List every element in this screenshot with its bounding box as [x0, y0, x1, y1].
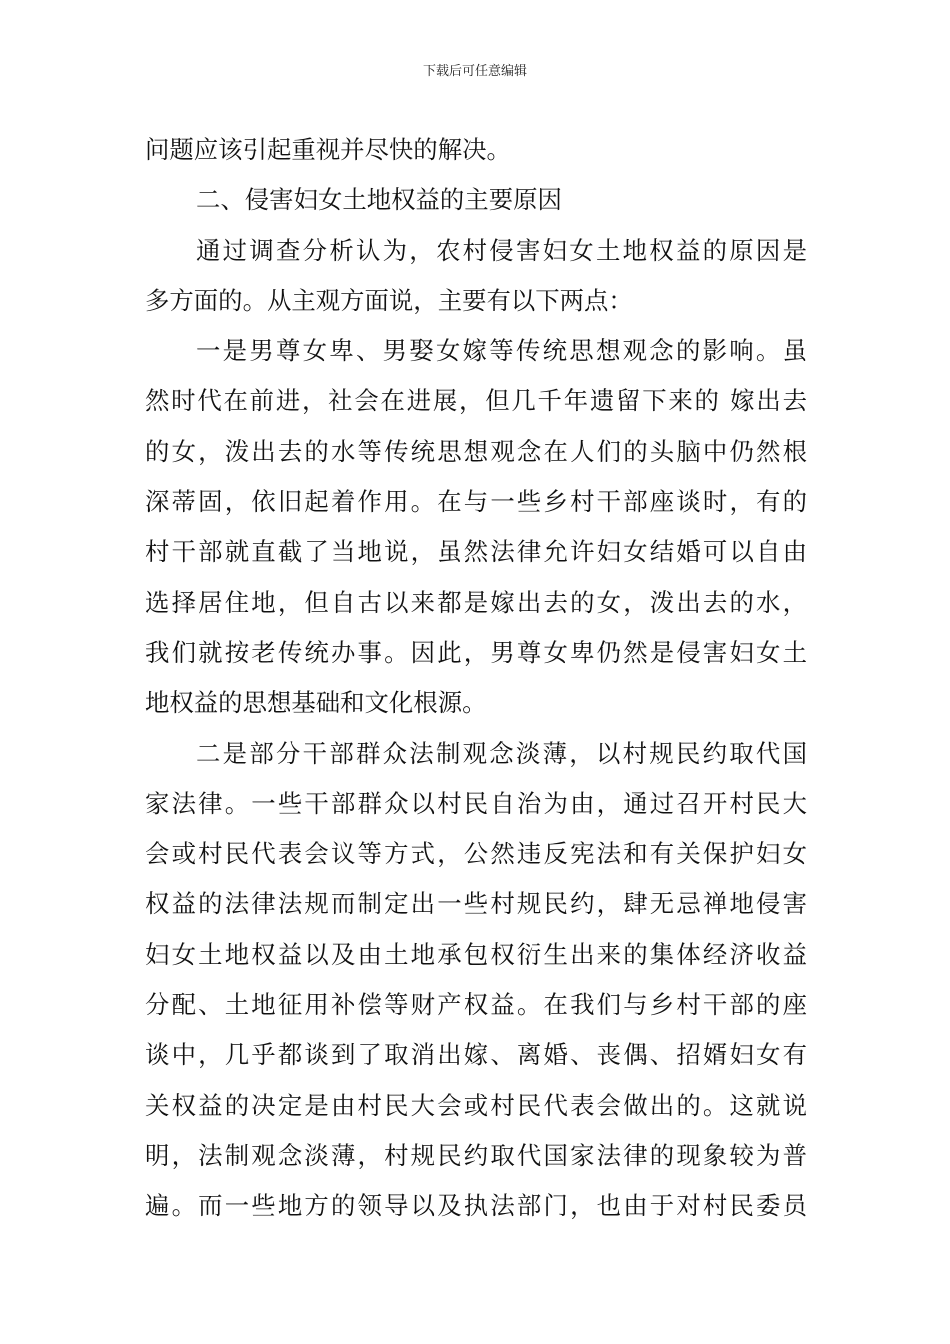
text-line-16: 权益的法律法规而制定出一些村规民约，肆无忌禅地侵害	[145, 889, 807, 919]
text-line-1: 问题应该引起重视并尽快的解决。	[145, 135, 511, 164]
text-line-4: 多方面的。从主观方面说，主要有以下两点：	[145, 285, 633, 315]
text-line-5: 一是男尊女卑、男娶女嫁等传统思想观念的影响。虽	[196, 336, 807, 366]
text-line-6: 然时代在前进，社会在进展，但几千年遗留下来的 嫁出去	[145, 386, 807, 416]
text-line-15: 会或村民代表会议等方式，公然违反宪法和有关保护妇女	[145, 839, 807, 869]
text-line-17: 妇女土地权益以及由土地承包权衍生出来的集体经济收益	[145, 939, 807, 969]
text-line-10: 选择居住地，但自古以来都是嫁出去的女，泼出去的水，	[145, 587, 807, 617]
text-line-7: 的女，泼出去的水等传统思想观念在人们的头脑中仍然根	[145, 436, 807, 466]
text-line-14: 家法律。一些干部群众以村民自治为由，通过召开村民大	[145, 788, 807, 818]
text-line-21: 明，法制观念淡薄，村规民约取代国家法律的现象较为普	[145, 1140, 807, 1170]
page-header: 下载后可任意编辑	[422, 64, 527, 79]
text-line-8: 深蒂固，依旧起着作用。在与一些乡村干部座谈时，有的	[145, 487, 807, 517]
text-line-13: 二是部分干部群众法制观念淡薄，以村规民约取代国	[196, 738, 807, 768]
text-line-11: 我们就按老传统办事。因此，男尊女卑仍然是侵害妇女土	[145, 637, 807, 667]
text-line-3: 通过调查分析认为，农村侵害妇女土地权益的原因是	[196, 235, 807, 265]
text-line-22: 遍。而一些地方的领导以及执法部门，也由于对村民委员	[145, 1191, 807, 1221]
text-line-19: 谈中，几乎都谈到了取消出嫁、离婚、丧偶、招婿妇女有	[145, 1040, 807, 1070]
text-line-2: 二、侵害妇女土地权益的主要原因	[196, 185, 562, 215]
text-line-20: 关权益的决定是由村民大会或村民代表会做出的。这就说	[145, 1090, 807, 1120]
document-body	[145, 125, 807, 1232]
text-line-9: 村干部就直截了当地说，虽然法律允许妇女结婚可以自由	[145, 537, 807, 567]
text-line-18: 分配、土地征用补偿等财产权益。在我们与乡村干部的座	[145, 990, 807, 1020]
text-line-12: 地权益的思想基础和文化根源。	[145, 688, 487, 718]
